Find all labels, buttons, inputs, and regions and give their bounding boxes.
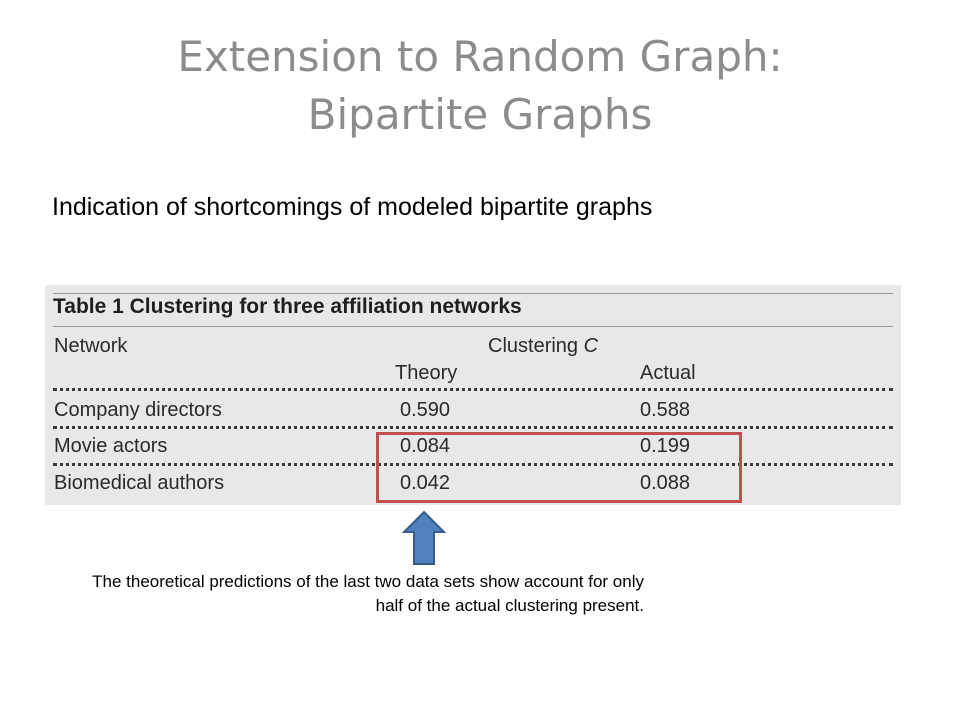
table-cell-theory: 0.084 bbox=[400, 435, 451, 457]
table-cell-actual: 0.199 bbox=[640, 435, 691, 457]
slide-title bbox=[60, 28, 900, 144]
table-cell-actual: 0.588 bbox=[640, 399, 691, 421]
up-arrow-icon bbox=[402, 510, 446, 566]
table-caption-rule bbox=[53, 326, 893, 327]
table-cell-theory: 0.590 bbox=[400, 399, 451, 421]
annotation-note: The theoretical predictions of the last two data sets show account for only half of the actual clustering present. bbox=[92, 572, 644, 615]
header-clustering bbox=[488, 335, 598, 358]
table-header-divider bbox=[53, 388, 893, 391]
table-cell-network: Biomedical authors bbox=[54, 472, 225, 494]
table-row-divider bbox=[53, 426, 893, 429]
table-cell-network: Movie actors bbox=[54, 435, 168, 457]
header-theory: Theory bbox=[395, 362, 458, 384]
slide-subtitle: Indication of shortcomings of modeled bipartite graphs bbox=[52, 193, 653, 221]
table-cell-network: Company directors bbox=[54, 399, 222, 421]
table-row bbox=[45, 399, 901, 429]
header-clustering-label: Clustering bbox=[488, 335, 579, 357]
table-top-rule bbox=[53, 293, 893, 294]
table-caption: Table 1 Clustering for three affiliation networks bbox=[53, 295, 522, 318]
table-cell-actual: 0.088 bbox=[640, 472, 691, 494]
header-clustering-symbol: C bbox=[583, 335, 599, 357]
highlight-box bbox=[376, 432, 742, 503]
header-network: Network bbox=[54, 335, 128, 357]
slide-title-line-1: Extension to Random Graph: bbox=[177, 32, 783, 81]
header-actual: Actual bbox=[640, 362, 696, 384]
table-cell-theory: 0.042 bbox=[400, 472, 451, 494]
slide-title-line-2: Bipartite Graphs bbox=[307, 90, 653, 139]
